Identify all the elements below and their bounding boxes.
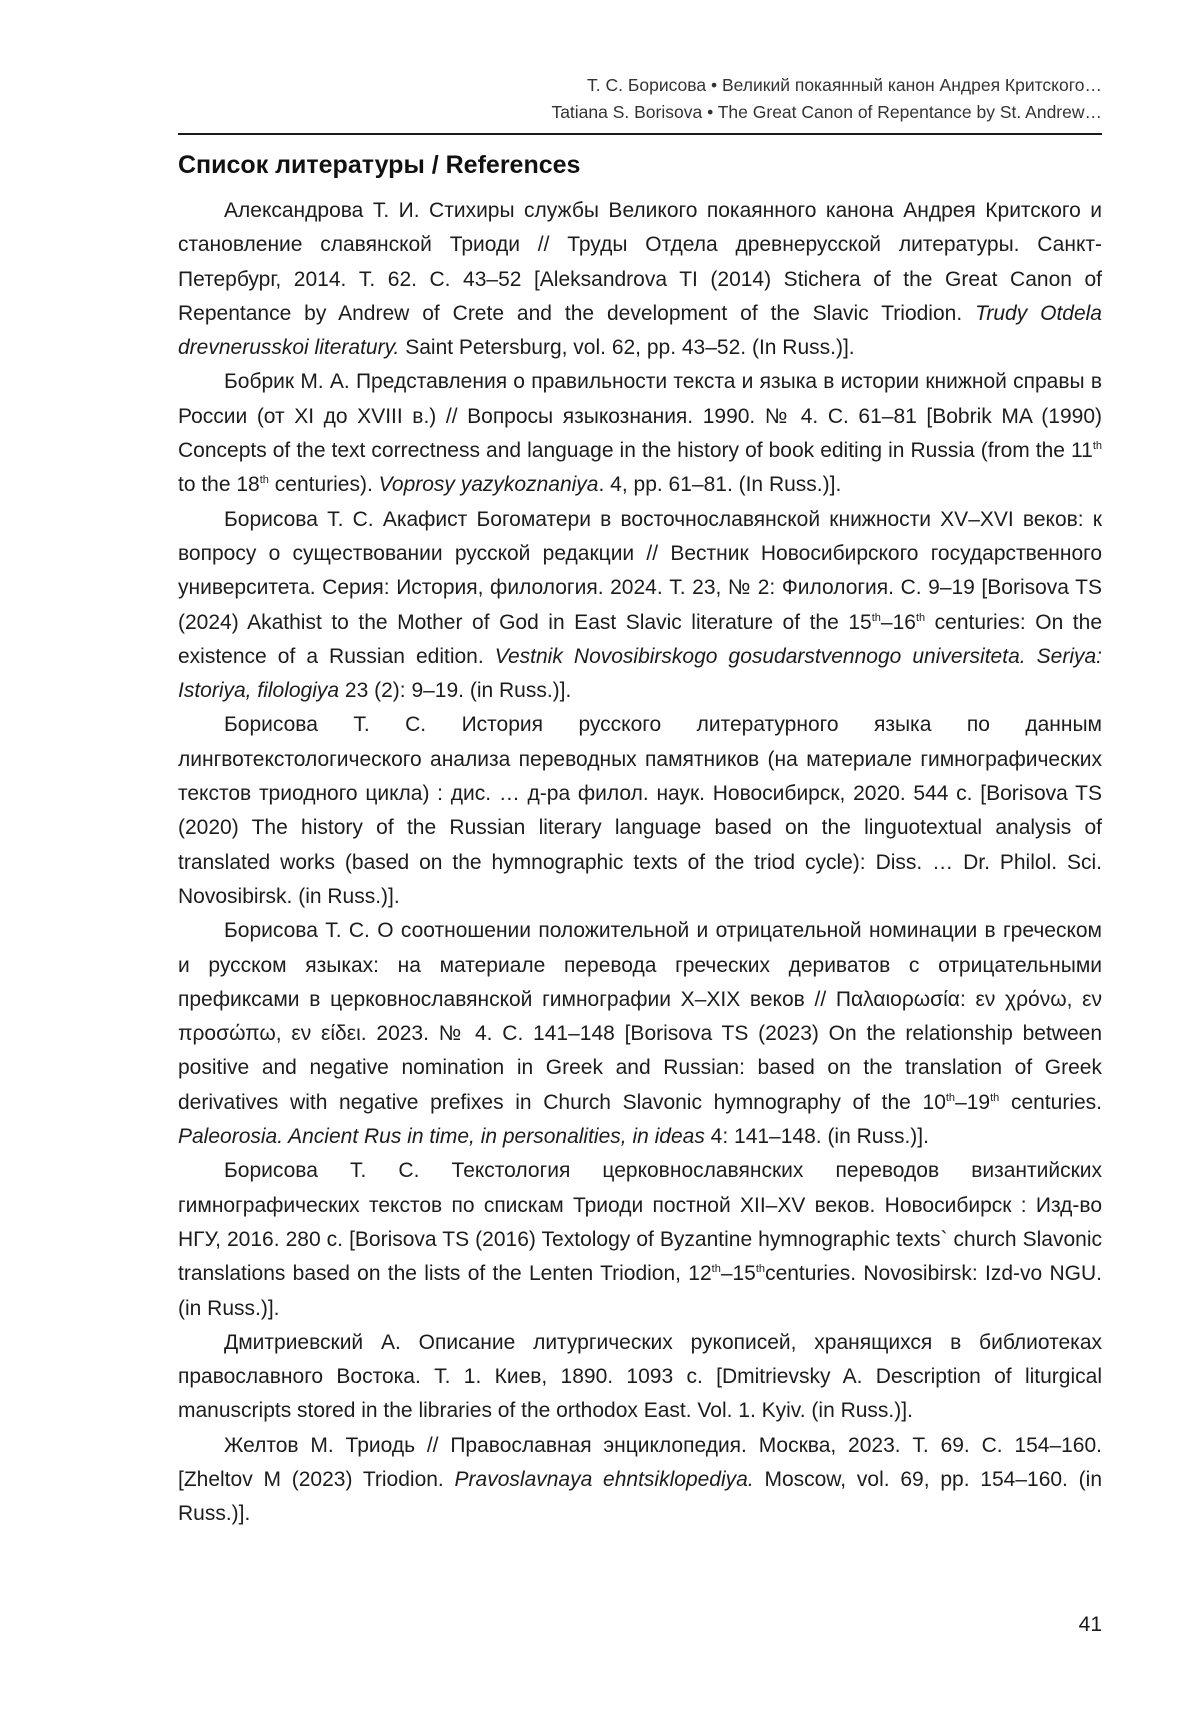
reference-text: Александрова Т. И. Стихиры службы Великого покаянного канона Андрея Критского и становление славянской Триоди // Труды Отдела древнерусской литературы. Санкт-Петербург, 2014. Т. 62. С. 43–52 [Aleksandrova TI (2014) Stichera of the Great Canon of Repentance by Andrew of Crete and the development of the Slavic Triodion. [178, 199, 1102, 325]
reference-item [178, 503, 1102, 709]
reference-text: centuries: On the existence of a Russian edition. [178, 610, 1103, 668]
reference-item [178, 1429, 1102, 1532]
reference-tail: Moscow, vol. 69, pp. 154–160. (in Russ.)]. [178, 1467, 1102, 1526]
reference-journal: Vestnik Novosibirskogo gosudarstvennogo universiteta. Seriya: Istoriya, filologiya [178, 644, 1102, 703]
reference-text: Дмитриевский А. Описание литургических рукописей, хранящихся в библиотеках православного Востока. Т. 1. Киев, 1890. 1093 с. [Dmitrievsky A. Description of liturgical manuscripts stored in the libraries of the orthodox East. Vol. 1. Kyiv. (in Russ.)]. [178, 1330, 1102, 1423]
reference-item [178, 914, 1102, 1154]
page-number: 41 [1078, 1613, 1102, 1636]
reference-item [178, 708, 1102, 914]
reference-text: Борисова Т. С. Текстология церковнославянских переводов византийских гимнографических текстов по спискам Триоди постной XII–XV веков. Новосибирск : Изд-во НГУ, 2016. 280 с. [Borisova TS (2016) Textology of Byzantine hymnographic texts` church Slavonic translations based on the lists of the Lenten Triodion, 12 [178, 1159, 1102, 1286]
reference-text: centuries). [274, 473, 373, 497]
running-head-en: Tatiana S. Borisova • The Great Canon of Repentance by St. Andrew… [551, 102, 1102, 122]
reference-tail: 4: 141–148. (in Russ.)]. [710, 1125, 929, 1149]
reference-item [178, 365, 1102, 502]
reference-text: to the 18 [178, 473, 260, 497]
reference-text: –19 [955, 1090, 991, 1114]
reference-item [178, 1326, 1102, 1429]
reference-journal: Trudy Otdela drevnerusskoi literatury. [178, 301, 1102, 360]
reference-list [178, 194, 1102, 1532]
running-head [551, 72, 1102, 126]
reference-tail: Saint Petersburg, vol. 62, pp. 43–52. (In Russ.)]. [405, 336, 855, 360]
reference-text: –16 [880, 610, 916, 634]
reference-text: Борисова Т. С. История русского литературного языка по данным лингвотекстологического анализа переводных памятников (на материале гимнографических текстов триодного цикла) : дис. … д-ра филол. наук. Новосибирск, 2020. 544 с. [Borisova TS (2020) The history of the Russian literary language based on the linguotextual analysis of translated works (based on the hymnographic texts of the triod cycle): Diss. … Dr. Philol. Sci. Novosibirsk. (in Russ.)]. [178, 713, 1102, 908]
reference-text: centuries. [1010, 1090, 1102, 1114]
reference-item [178, 1154, 1102, 1325]
superscript: th [871, 611, 881, 624]
running-head-ru: Т. С. Борисова • Великий покаянный канон Андрея Критского… [587, 75, 1102, 95]
superscript: th [711, 1263, 721, 1276]
superscript: th [755, 1263, 766, 1276]
superscript: th [990, 1091, 1000, 1104]
reference-tail: 23 (2): 9–19. (in Russ.)]. [344, 679, 572, 703]
reference-item [178, 194, 1102, 365]
reference-journal: Paleorosia. Ancient Rus in time, in personalities, in ideas [178, 1125, 705, 1149]
page [178, 0, 1102, 1729]
reference-journal: Voprosy yazykoznaniya [378, 473, 599, 497]
reference-tail: . 4, pp. 61–81. (In Russ.)]. [598, 473, 842, 497]
reference-journal: Pravoslavnaya ehntsiklopediya. [454, 1467, 754, 1491]
reference-text: Желтов М. Триодь // Православная энциклопедия. Москва, 2023. Т. 69. С. 154–160. [Zheltov M (2023) Triodion. [178, 1433, 1102, 1491]
reference-text: –15 [720, 1262, 756, 1286]
superscript: th [259, 474, 269, 487]
superscript: th [1092, 440, 1102, 453]
reference-text: centuries. Novosibirsk: Izd-vo NGU. (in Russ.)]. [178, 1262, 1102, 1320]
superscript: th [945, 1091, 956, 1104]
section-title: Список литературы / References [178, 151, 581, 179]
reference-text: Борисова Т. С. Акафист Богоматери в восточнославянской книжности XV–XVI веков: к вопросу о существовании русской редакции // Вестник Новосибирского государственного университета. Серия: История, филология. 2024. Т. 23, № 2: Филология. С. 9–19 [Borisova TS (2024) Akathist to the Mother of God in East Slavic literature of the 15 [178, 507, 1102, 634]
reference-text: Бобрик М. А. Представления о правильности текста и языка в истории книжной справы в России (от XI до XVIII в.) // Вопросы языкознания. 1990. № 4. С. 61–81 [Bobrik MA (1990) Concepts of the text correctness and language in the history of book editing in Russia (from the 11 [178, 370, 1102, 463]
reference-text: Борисова Т. С. О соотношении положительной и отрицательной номинации в греческом и русском языках: на материале перевода греческих дериватов с отрицательными префиксами в церковнославянской гимнографии X–XIX веков // Παλαιορωσία: εν χρόνω, εν προσώπω, εν είδει. 2023. № 4. С. 141–148 [Borisova TS (2023) On the relationship between positive and negative nomination in Greek and Russian: based on the translation of Greek derivatives with negative prefixes in Church Slavonic hymnography of the 10 [178, 919, 1102, 1114]
superscript: th [915, 611, 926, 624]
header-rule [178, 133, 1102, 135]
